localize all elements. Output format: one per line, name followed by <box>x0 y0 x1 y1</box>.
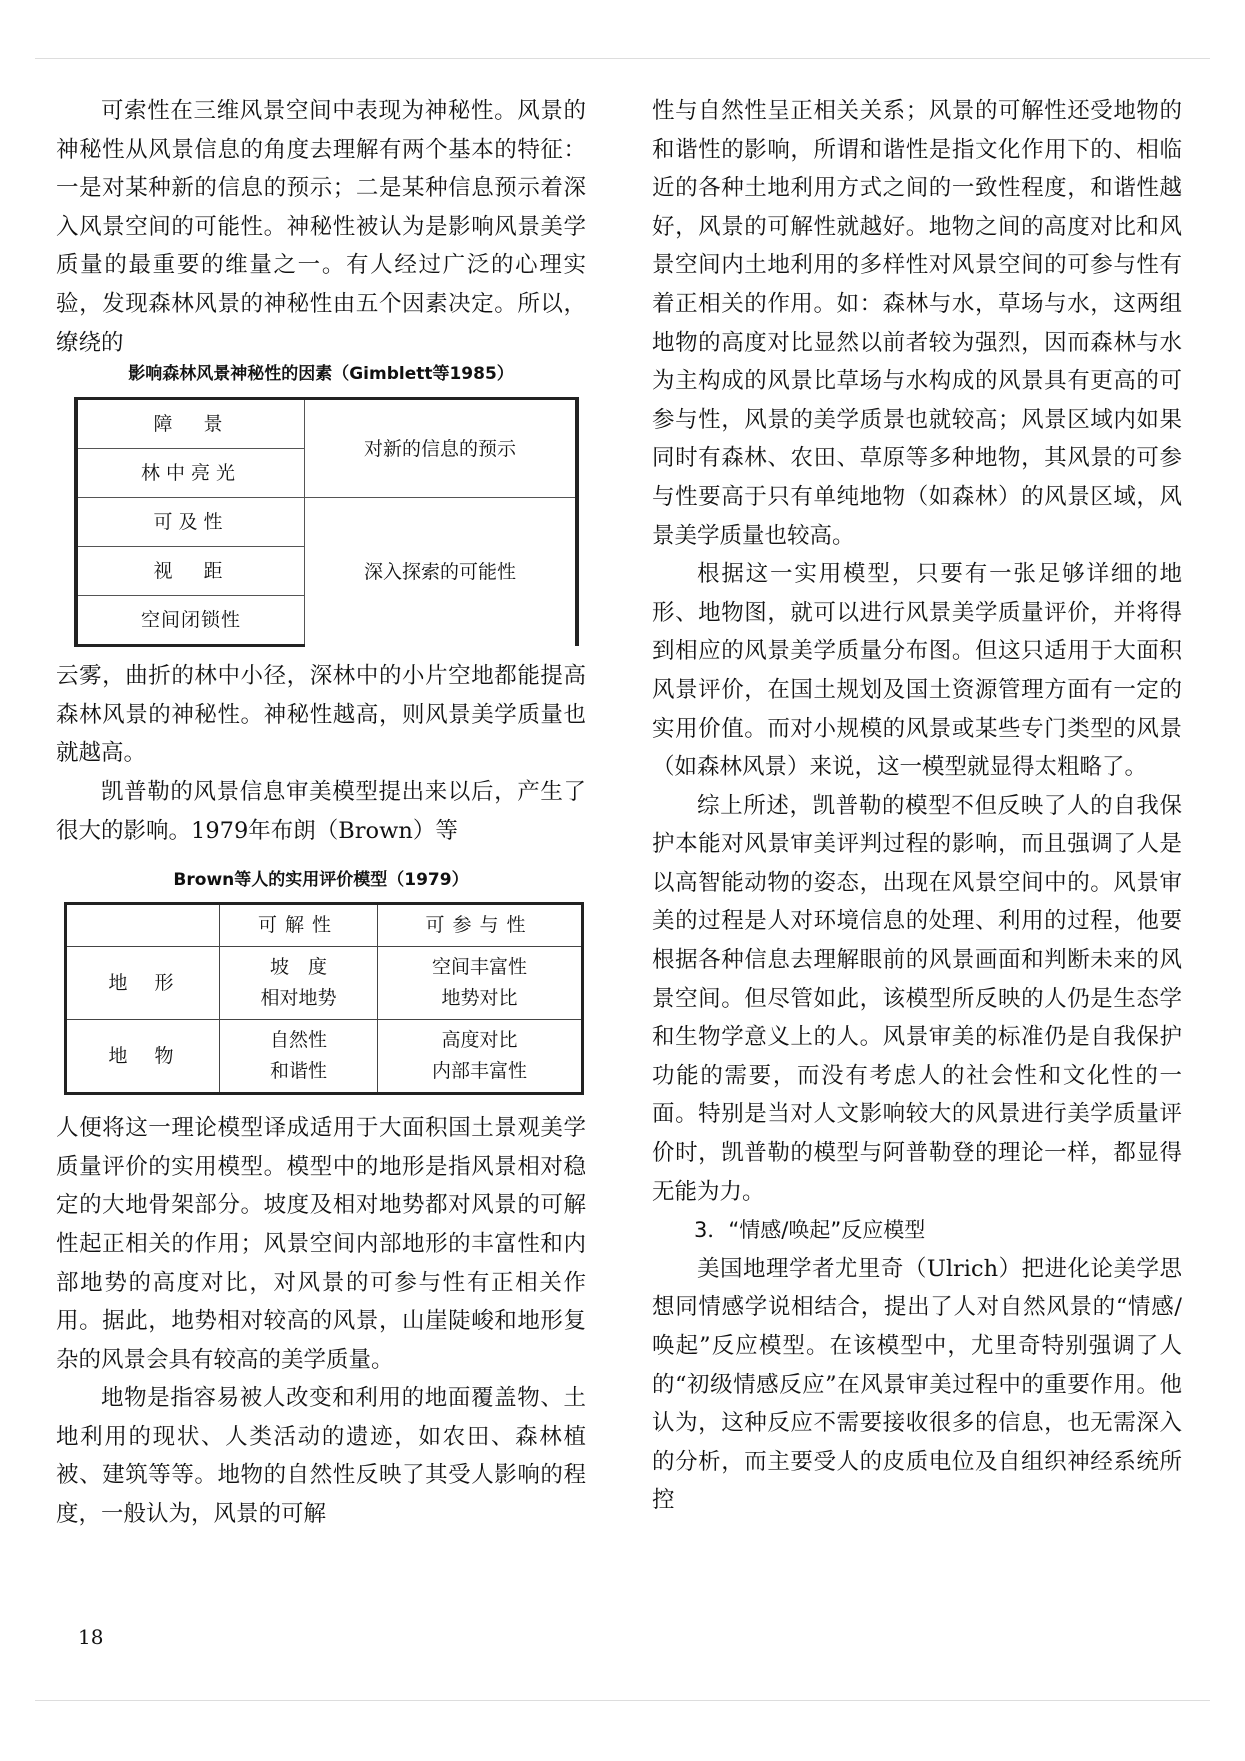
table-caption: 影响森林风景神秘性的因素（Gimblett等1985） <box>128 364 514 385</box>
mystery-factors-table <box>74 397 579 647</box>
cell-line: 内部丰富性 <box>431 1060 527 1083</box>
paragraph: 美国地理学者尤里奇（Ulrich）把进化论美学思想同情感学说相结合，提出了人对自然风景的“情感/唤起”反应模型。在该模型中，尤里奇特别强调了人的“初级情感反应”在风景审美过程中的重要作用。他认为，这种反应不需要接收很多的信息，也无需深入的分析，而主要受人的皮质电位及自组织神经系统所控 <box>652 1255 1182 1514</box>
table-cell <box>377 1020 582 1094</box>
paragraph: 性与自然性呈正相关关系；风景的可解性还受地物的和谐性的影响，所谓和谐性是指文化作用下的、相临近的各种土地利用方式之间的一致性程度，和谐性越好，风景的可解性就越好。地物之间的高度对比和风景空间内土地利用的多样性对风景空间的可参与性有着正相关的作用。如：森林与水，草场与水，这两组地物的高度对比显然以前者较为强烈，因而森林与水为主构成的风景比草场与水构成的风景具有更高的可参与性，风景的美学质景也就较高；风景区域内如果同时有森林、农田、草原等多种地物，其风景的可参与性要高于只有单纯地物（如森林）的风景区域，风景美学质量也较高。 <box>652 98 1182 549</box>
table-cell: 对新的信息的预示 <box>305 399 578 498</box>
cell-line: 高度对比 <box>441 1029 518 1052</box>
table-cell <box>220 1020 378 1094</box>
top-rule <box>35 58 1210 59</box>
table-cell: 障 景 <box>76 399 305 449</box>
table-cell: 空间闭锁性 <box>76 596 305 646</box>
brown-model-table <box>64 902 584 1095</box>
paragraph: 云雾，曲折的林中小径，深林中的小片空地都能提高森林风景的神秘性。神秘性越高，则风景美学质量也就越高。 <box>56 663 586 767</box>
bottom-rule <box>35 1700 1210 1701</box>
cell-line: 坡 度 <box>269 956 327 979</box>
section-heading: 3．“情感/唤起”反应模型 <box>694 1218 926 1243</box>
paragraph: 综上所述，凯普勒的模型不但反映了人的自我保护本能对风景审美评判过程的影响，而且强调了人是以高智能动物的姿态，出现在风景空间中的。风景审美的过程是人对环境信息的处理、利用的过程，他要根据各种信息去理解眼前的风景画面和判断未来的风景空间。但尽管如此，该模型所反映的人仍是生态学和生物学意义上的人。风景审美的标准仍是自我保护功能的需要，而没有考虑人的社会性和文化性的一面。特别是当对人文影响较大的风景进行美学质量评价时，凯普勒的模型与阿普勒登的理论一样，都显得无能为力。 <box>652 792 1182 1205</box>
table-cell: 深入探索的可能性 <box>305 498 578 646</box>
paragraph: 凯普勒的风景信息审美模型提出来以后，产生了很大的影响。1979年布朗（Brown）等 <box>56 778 586 844</box>
table-caption: Brown等人的实用评价模型（1979） <box>173 870 469 891</box>
paragraph: 人便将这一理论模型译成适用于大面积国土景观美学质量评价的实用模型。模型中的地形是指风景相对稳定的大地骨架部分。坡度及相对地势都对风景的可解性起正相关的作用；风景空间内部地形的丰富性和内部地势的高度对比，对风景的可参与性有正相关作用。据此，地势相对较高的风景，山崖陡峻和地形复杂的风景会具有较高的美学质量。 <box>56 1115 586 1373</box>
cell-line: 和谐性 <box>269 1060 327 1083</box>
table-header: 可解性 <box>220 904 378 947</box>
table-header: 可参与性 <box>377 904 582 947</box>
table-row-label: 地 形 <box>66 947 220 1020</box>
table-cell: 林中亮光 <box>76 449 305 498</box>
paragraph: 地物是指容易被人改变和利用的地面覆盖物、土地利用的现状、人类活动的遗迹，如农田、森林植被、建筑等等。地物的自然性反映了其受人影响的程度，一般认为，风景的可解 <box>56 1385 586 1528</box>
table-cell <box>66 904 220 947</box>
cell-line: 相对地势 <box>260 987 337 1010</box>
left-column <box>56 92 586 1534</box>
cell-line: 空间丰富性 <box>431 956 527 979</box>
paragraph: 可索性在三维风景空间中表现为神秘性。风景的神秘性从风景信息的角度去理解有两个基本的特征：一是对某种新的信息的预示；二是某种信息预示着深入风景空间的可能性。神秘性被认为是影响风景美学质量的最重要的维量之一。有人经过广泛的心理实验，发现森林风景的神秘性由五个因素决定。所以，缭绕的 <box>56 98 586 356</box>
table-cell <box>377 947 582 1020</box>
table-cell <box>220 947 378 1020</box>
table-row-label: 地 物 <box>66 1020 220 1094</box>
table-cell: 可及性 <box>76 498 305 547</box>
cell-line: 自然性 <box>269 1029 327 1052</box>
paragraph: 根据这一实用模型，只要有一张足够详细的地形、地物图，就可以进行风景美学质量评价，并将得到相应的风景美学质量分布图。但这只适用于大面积风景评价，在国土规划及国土资源管理方面有一定的实用价值。而对小规模的风景或某些专门类型的风景（如森林风景）来说，这一模型就显得太粗略了。 <box>652 561 1182 781</box>
cell-line: 地势对比 <box>441 987 518 1010</box>
page-number: 18 <box>78 1625 104 1649</box>
table-cell: 视 距 <box>76 547 305 596</box>
right-column <box>652 92 1182 1520</box>
